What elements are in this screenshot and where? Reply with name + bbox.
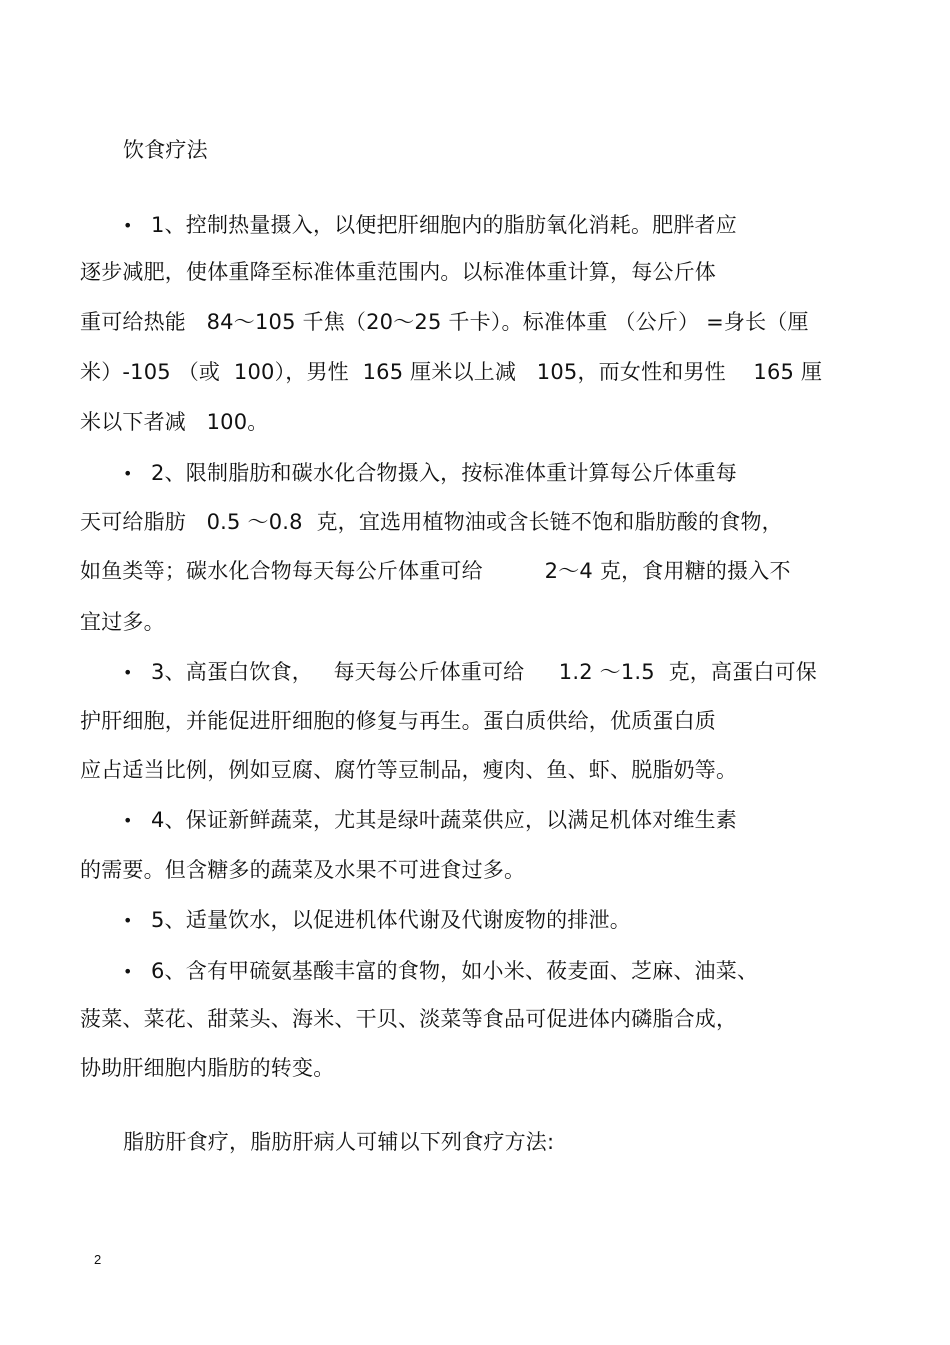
list-item-text: 米）-105 （或 100），男性 165 厘米以上减 105，而女性和男性 165 厘 — [80, 360, 823, 384]
bullet-icon: • — [123, 464, 133, 483]
list-item-text: 协助肝细胞内脂肪的转变。 — [80, 1056, 335, 1080]
list-item-text: 菠菜、菜花、甜菜头、海米、干贝、淡菜等食品可促进体内磷脂合成， — [80, 1007, 738, 1031]
list-item-text: 逐步减肥，使体重降至标准体重范围内。以标准体重计算，每公斤体 — [80, 260, 716, 284]
bullet-icon: • — [123, 663, 133, 682]
page-number: 2 — [94, 1252, 102, 1267]
section-heading: 饮食疗法 — [123, 138, 208, 162]
list-item-text: 5、适量饮水，以促进机体代谢及代谢废物的排泄。 — [151, 908, 631, 932]
bullet-icon: • — [123, 811, 133, 830]
list-item-text: 1、控制热量摄入，以便把肝细胞内的脂肪氧化消耗。肥胖者应 — [151, 213, 737, 237]
list-item-first-line — [123, 906, 631, 935]
list-item-text: 米以下者减 100。 — [80, 410, 269, 434]
list-item-text: 3、高蛋白饮食， 每天每公斤体重可给 1.2 ～1.5 克，高蛋白可保 — [151, 660, 817, 684]
list-item-text: 6、含有甲硫氨基酸丰富的食物，如小米、莜麦面、芝麻、油菜、 — [151, 959, 759, 983]
list-item-first-line — [123, 211, 737, 240]
list-item-first-line — [123, 459, 737, 488]
list-item-first-line — [123, 806, 737, 835]
list-item-first-line — [123, 658, 817, 687]
bullet-icon: • — [123, 911, 133, 930]
list-item-text: 如鱼类等；碳水化合物每天每公斤体重可给 2～4 克，食用糖的摄入不 — [80, 559, 791, 583]
list-item-text: 应占适当比例，例如豆腐、腐竹等豆制品，瘦肉、鱼、虾、脱脂奶等。 — [80, 758, 738, 782]
list-item-text: 护肝细胞，并能促进肝细胞的修复与再生。蛋白质供给，优质蛋白质 — [80, 709, 716, 733]
list-item-text: 天可给脂肪 0.5 ～0.8 克，宜选用植物油或含长链不饱和脂肪酸的食物， — [80, 510, 783, 534]
list-item-first-line — [123, 957, 758, 986]
list-item-text: 2、限制脂肪和碳水化合物摄入，按标准体重计算每公斤体重每 — [151, 461, 737, 485]
list-item-text: 宜过多。 — [80, 610, 165, 634]
closing-paragraph: 脂肪肝食疗，脂肪肝病人可辅以下列食疗方法: — [123, 1130, 555, 1154]
bullet-icon: • — [123, 216, 133, 235]
bullet-icon: • — [123, 962, 133, 981]
list-item-text: 的需要。但含糖多的蔬菜及水果不可进食过多。 — [80, 858, 526, 882]
list-item-text: 4、保证新鲜蔬菜，尤其是绿叶蔬菜供应，以满足机体对维生素 — [151, 808, 737, 832]
list-item-text: 重可给热能 84～105 千焦（20～25 千卡）。标准体重 （公斤） =身长（厘 — [80, 310, 809, 334]
